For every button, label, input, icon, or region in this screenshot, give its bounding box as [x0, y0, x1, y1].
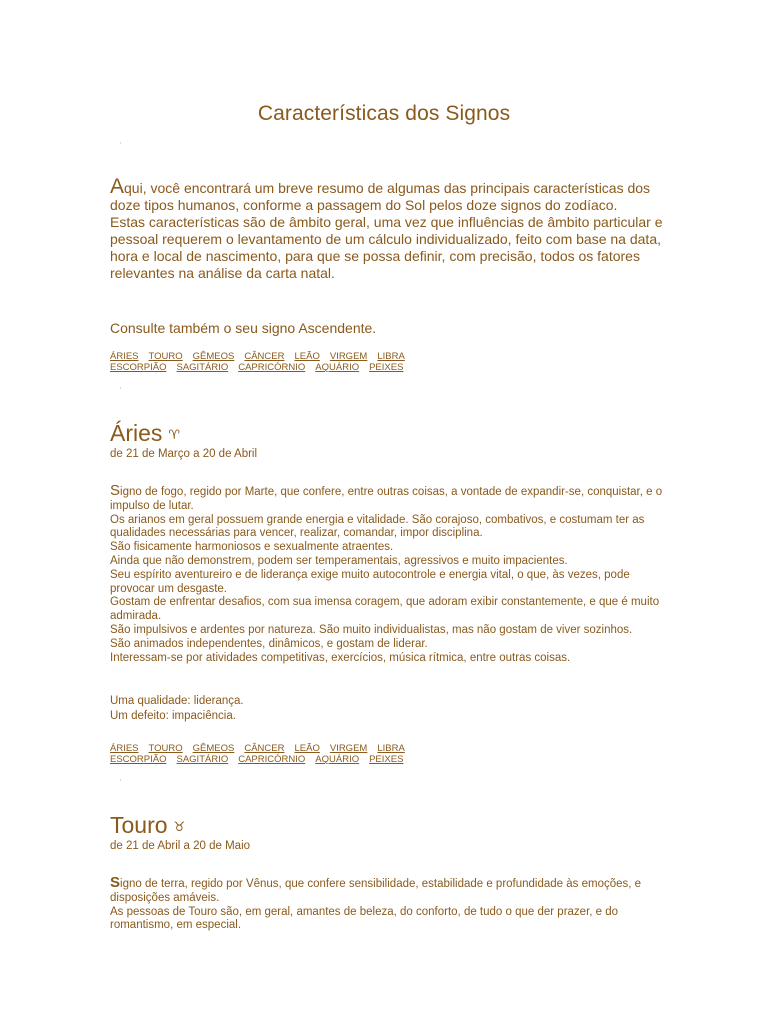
aries-dates: de 21 de Março a 20 de Abril	[110, 448, 258, 460]
touro-glyph-icon: ♉	[173, 818, 186, 834]
aries-line-5: Seu espírito aventureiro e de liderança exige muito autocontrole e energia vital, o que, às vezes, pode provocar um desgaste.	[110, 568, 630, 595]
aries-name: Áries	[110, 420, 163, 446]
nav-link-touro[interactable]: TOURO	[148, 743, 183, 754]
sign-nav-row-2	[110, 362, 413, 373]
sign-nav-row-2	[110, 754, 413, 765]
touro-dropcap: S	[110, 874, 121, 891]
nav-link-aquario[interactable]: AQUÁRIO	[315, 754, 360, 765]
aries-line-2: Os arianos em geral possuem grande energia e vitalidade. São corajoso, combativos, e costumam ter as qualidades necessárias para vencer, realizar, comandar, impor disciplina.	[110, 513, 645, 540]
anchor-marker: '	[120, 141, 122, 150]
intro-text	[110, 175, 670, 282]
aries-line-1	[110, 484, 670, 514]
touro-line-2: As pessoas de Touro são, em geral, amantes de beleza, do conforto, de tudo o que der prazer, e do romantismo, em especial.	[110, 905, 619, 932]
aries-line-7: São impulsivos e ardentes por natureza. São muito individualistas, mas não gostam de viver sozinhos.	[110, 623, 633, 636]
aries-dropcap: S	[110, 482, 121, 499]
aries-defect: Um defeito: impaciência.	[110, 710, 236, 722]
aries-quality-defect	[110, 694, 244, 724]
nav-link-peixes[interactable]: PEIXES	[369, 362, 404, 373]
aries-line-8: São animados independentes, dinâmicos, e gostam de liderar.	[110, 637, 428, 650]
sign-nav-row-1	[110, 351, 415, 362]
touro-name: Touro	[110, 812, 168, 838]
aries-line-4: Ainda que não demonstrem, podem ser temperamentais, agressivos e muito impacientes.	[110, 554, 568, 567]
aries-description	[110, 484, 670, 665]
nav-link-leao[interactable]: LEÃO	[294, 743, 320, 754]
nav-link-leao[interactable]: LEÃO	[294, 351, 320, 362]
nav-link-touro[interactable]: TOURO	[148, 351, 183, 362]
nav-link-peixes[interactable]: PEIXES	[369, 754, 404, 765]
intro-paragraph-2: Estas características são de âmbito geral, uma vez que influências de âmbito particular e pessoal requerem o levantamento de um cálculo individualizado, feito com base na data, hora e local de nascimento, para que se possa definir, com precisão, todos os fatores relevantes na análise da carta natal.	[110, 214, 663, 281]
nav-link-libra[interactable]: LIBRA	[377, 351, 405, 362]
nav-link-aquario[interactable]: AQUÁRIO	[315, 362, 360, 373]
anchor-marker: '	[120, 386, 122, 395]
nav-link-sagitario[interactable]: SAGITÁRIO	[176, 754, 229, 765]
aries-line-9: Interessam-se por atividades competitivas, exercícios, música rítmica, entre outras coisas.	[110, 651, 571, 664]
aries-line-1-text: igno de fogo, regido por Marte, que confere, entre outras coisas, a vontade de expandir-se, conquistar, e o impulso de lutar.	[110, 486, 663, 512]
touro-dates: de 21 de Abril a 20 de Maio	[110, 840, 251, 852]
nav-link-aries[interactable]: ÁRIES	[110, 351, 139, 362]
consult-ascendant-text: Consulte também o seu signo Ascendente.	[110, 320, 377, 336]
nav-link-aries[interactable]: ÁRIES	[110, 743, 139, 754]
nav-link-sagitario[interactable]: SAGITÁRIO	[176, 362, 229, 373]
nav-link-gemeos[interactable]: GÊMEOS	[192, 351, 235, 362]
nav-link-escorpiao[interactable]: ESCORPIÃO	[110, 362, 167, 373]
aries-line-6: Gostam de enfrentar desafios, com sua imensa coragem, que adoram exibir constantemente, e que é muito admirada.	[110, 596, 660, 623]
aries-heading	[110, 420, 180, 447]
nav-link-virgem[interactable]: VIRGEM	[329, 351, 368, 362]
intro-paragraph-1-text: qui, você encontrará um breve resumo de algumas das principais características dos doze tipos humanos, conforme a passagem do Sol pelos doze signos do zodíaco.	[110, 180, 651, 213]
intro-paragraph-1	[110, 175, 670, 214]
touro-description	[110, 876, 670, 933]
nav-link-capricornio[interactable]: CAPRICÓRNIO	[238, 754, 306, 765]
nav-link-capricornio[interactable]: CAPRICÓRNIO	[238, 362, 306, 373]
anchor-marker: '	[120, 778, 122, 787]
aries-glyph-icon: ♈	[168, 426, 181, 442]
nav-link-libra[interactable]: LIBRA	[377, 743, 405, 754]
aries-line-3: São fisicamente harmoniosos e sexualmente atraentes.	[110, 541, 394, 554]
page-title: Características dos Signos	[257, 102, 511, 125]
nav-link-gemeos[interactable]: GÊMEOS	[192, 743, 235, 754]
nav-link-virgem[interactable]: VIRGEM	[329, 743, 368, 754]
nav-link-cancer[interactable]: CÂNCER	[244, 351, 285, 362]
touro-line-1	[110, 876, 670, 906]
aries-quality: Uma qualidade: liderança.	[110, 695, 244, 707]
sign-nav-row-1	[110, 743, 415, 754]
touro-line-1-text: igno de terra, regido por Vênus, que confere sensibilidade, estabilidade e profundidade às emoções, e disposições amáveis.	[110, 878, 642, 904]
nav-link-escorpiao[interactable]: ESCORPIÃO	[110, 754, 167, 765]
intro-dropcap: A	[110, 175, 125, 198]
touro-heading	[110, 812, 185, 839]
nav-link-cancer[interactable]: CÂNCER	[244, 743, 285, 754]
